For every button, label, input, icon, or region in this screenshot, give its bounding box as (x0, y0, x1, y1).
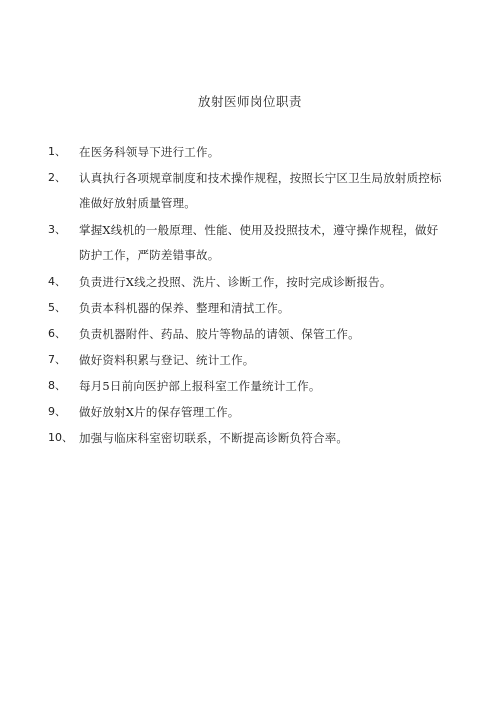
list-item (0, 168, 500, 188)
item-text: 掌握X线机的一般原理、性能、使用及投照技术，遵守操作规程，做好 (79, 223, 439, 237)
item-number: 5、 (48, 301, 66, 314)
item-number: 3、 (48, 223, 66, 236)
list-item (0, 220, 500, 240)
item-text: 在医务科领导下进行工作。 (79, 145, 220, 159)
item-text: 做好资料积累与登记、统计工作。 (79, 353, 255, 367)
list-item (0, 298, 500, 318)
item-text: 负责本科机器的保养、整理和清拭工作。 (79, 301, 290, 315)
list-item (0, 376, 500, 396)
item-number: 1、 (48, 145, 66, 158)
item-number: 7、 (48, 353, 66, 366)
item-number: 4、 (48, 275, 66, 288)
item-text: 加强与临床科室密切联系，不断提高诊断负符合率。 (79, 431, 349, 445)
list-item (0, 428, 500, 448)
item-number: 8、 (48, 379, 66, 392)
list-item (0, 142, 500, 162)
item-number: 6、 (48, 327, 66, 340)
document-title: 放射医师岗位职责 (197, 94, 302, 109)
item-text: 负责进行X线之投照、洗片、诊断工作，按时完成诊断报告。 (79, 275, 392, 289)
item-number: 9、 (48, 405, 66, 418)
item-text: 每月5日前向医护部上报科室工作量统计工作。 (79, 379, 321, 393)
list-item (0, 272, 500, 292)
item-number: 2、 (48, 171, 66, 184)
list-item (0, 324, 500, 344)
list-item (0, 402, 500, 422)
list-item (0, 350, 500, 370)
item-text-continuation: 防护工作，严防差错事故。 (79, 248, 220, 262)
item-text: 负责机器附件、药品、胶片等物品的请领、保管工作。 (79, 327, 360, 341)
item-text: 做好放射X片的保存管理工作。 (79, 405, 240, 419)
item-text: 认真执行各项规章制度和技术操作规程，按照长宁区卫生局放射质控标 (79, 171, 442, 185)
item-text-continuation: 准做好放射质量管理。 (79, 196, 196, 210)
item-number: 10、 (48, 431, 73, 444)
